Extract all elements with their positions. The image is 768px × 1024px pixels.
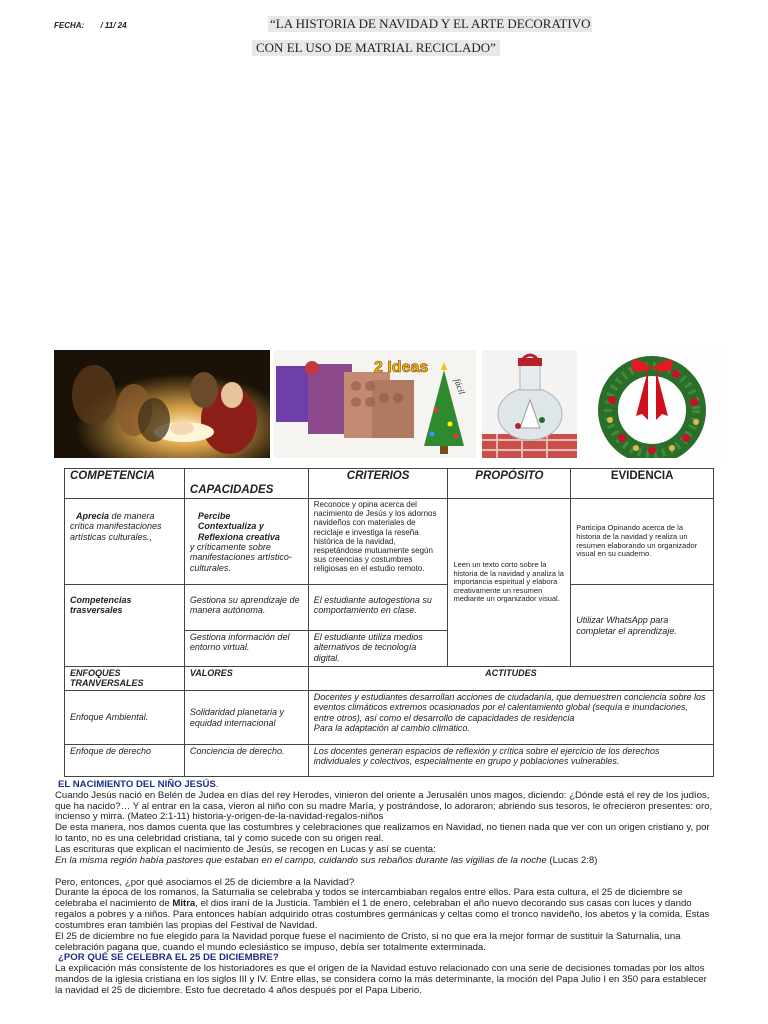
paragraph-1: Cuando Jesús nació en Belén de Judea en días del rey Herodes, vinieron del oriente a Jerusalén unos magos, diciendo: ¿Dónde está el rey de los judíos, que ha nacido?… Y al entrar en la casa, vieron al niño con su madre María, y postrándose, lo adoraron; abriendo sus tesoros, le ofrecieron presentes: oro, incienso y mirra. (Mateo 2:1-11) historia-y-origen-de-la-navidad-regalos-niños xyxy=(55,789,713,823)
header-actitudes: ACTITUDES xyxy=(308,667,713,691)
heading-nacimiento-text: EL NACIMIENTO DEL NIÑO JESÚS xyxy=(58,779,216,790)
header-criterios: CRITERIOS xyxy=(308,469,448,499)
title-line-2: CON EL USO DE MATRIAL RECICLADO” xyxy=(252,40,500,56)
evidencia-whatsapp: Utilizar WhatsApp para completar el aprendizaje. xyxy=(571,585,714,667)
proposito-cell: Leen un texto corto sobre la historia de la navidad y analiza la importancia espiritual y elabora creativamente un resumen mediante un organizador visual. xyxy=(448,499,571,667)
header-proposito: PROPÓSITO xyxy=(448,469,571,499)
crit-autogestiona: El estudiante autogestiona su comportamiento en clase. xyxy=(308,585,448,631)
date-value: / 11/ 24 xyxy=(100,21,127,30)
paragraph-4 xyxy=(55,856,715,867)
paragraph-8: La explicación más consistente de los historiadores es que el origen de la Navidad estuvo relacionado con una serie de decisiones tomadas por los altos mandos de la iglesia cristiana en los siglos III y IV. Entre ellas, se considera como la más determinante, la moción del Papa Julio I en 350 para establecer la navidad el 25 de diciembre. Esto fue decretado 4 años después por el Papa Liberio. xyxy=(55,963,707,996)
paragraph-2: De esta manera, nos damos cuenta que las costumbres y celebraciones que realizamos en Navidad, no tienen nada que ver con un origen cristiano y, por lo tanto, no es una celebridad cristiana, tal y como sucede con su origen real. xyxy=(55,822,710,845)
header-competencia: COMPETENCIA xyxy=(65,469,185,499)
cap-percibe: Percibe xyxy=(197,511,231,521)
nativity-painting-image xyxy=(54,350,270,458)
date-label: FECHA: xyxy=(54,21,85,30)
competencias-trasversales: Competencias trasversales xyxy=(65,585,185,667)
actitud-ambiental-text: Docentes y estudiantes desarrollan acciones de ciudadanía, que demuestren conciencia sobre los eventos climáticos extremos ocasionados por el calentamiento global (sequía e inundaciones, entre otros), así como el desarrollo de capacidades de residencia xyxy=(313,692,706,723)
paragraph-5: Pero, entonces, ¿por qué asociamos el 25 de diciembre a la Navidad? xyxy=(55,876,355,888)
christmas-wreath-image xyxy=(582,350,728,458)
date-field xyxy=(54,21,141,30)
criterio-cell: Reconoce y opina acerca del nacimiento de Jesús y los adornos navideños con materiales de reciclaje e investiga la reseña histórica de la navidad, respetándose mutuamente según sus creencias y costumbres religiosas en el estudio remoto. xyxy=(308,499,448,585)
cap-gestiona-aprendizaje: Gestiona su aprendizaje de manera autónoma. xyxy=(184,585,308,631)
valor-solidaridad: Solidaridad planetaria y equidad internacional xyxy=(184,691,308,745)
cap-rest: y críticamente sobre manifestaciones artístico- culturales. xyxy=(189,542,292,573)
cap-contextualiza: Contextualiza y xyxy=(197,521,264,532)
actitud-ambiental-text-2: Para la adaptación al cambio climático. xyxy=(313,723,470,734)
paragraph-7: El 25 de diciembre no fue elegido para la Navidad porque fuese el nacimiento de Cristo, si no que era la mejor formar de sustituir la Saturnalia, una celebración pagana que, cuando el mundo eclesiástico se impuso, debía ser totalmente exterminada. xyxy=(55,930,681,953)
bottle-snow-globe-image xyxy=(482,350,577,458)
p6-c: , el dios iraní de la Justicia. También el 1 de enero, celebraban el año nuevo decorando sus casas con luces y dando regalos a pobres y a niños. Para entonces habían adquirido otras costumbres germánicas y celtas como el tronco navideño, los abetos y la comida. Estas costumbres eran también las propias del Festival de Navidad. xyxy=(55,898,710,931)
header-evidencia: EVIDENCIA xyxy=(571,469,714,499)
enfoque-ambiental: Enfoque Ambiental. xyxy=(65,691,185,745)
article-body xyxy=(55,780,715,997)
paragraph-3: Las escrituras que explican el nacimiento de Jesús, se recogen en Lucas y así se cuenta: xyxy=(55,843,436,855)
actitud-derecho: Los docentes generan espacios de reflexión y crítica sobre el ejercicio de los derechos individuales y colectivos, especialmente en grupo y poblaciones vulnerables. xyxy=(308,745,713,777)
enfoque-derecho: Enfoque de derecho xyxy=(65,745,185,777)
header-valores: VALORES xyxy=(184,667,308,691)
competency-table xyxy=(64,468,714,777)
valor-conciencia: Conciencia de derecho. xyxy=(184,745,308,777)
comp-rest: de manera crítica manifestaciones artísticas culturales., xyxy=(70,511,162,542)
paragraph-6 xyxy=(55,888,715,931)
p6-a: Durante la época de los romanos, la Saturnalia se celebraba y todos se intercambiaban regalos entre ellos. Para esta cultura, el 25 de diciembre se celebraba el nacimiento de xyxy=(55,887,683,910)
competencia-cell xyxy=(65,499,185,585)
quote-lucas: En la misma región había pastores que estaban en el campo, cuidando sus rebaños durante las vigilias de la noche xyxy=(55,854,547,866)
ideas-text: 2 Ideas xyxy=(374,359,429,376)
comp-bold: Aprecia xyxy=(76,511,110,521)
cap-reflexiona: Reflexiona creativa xyxy=(197,531,280,542)
facil-text: fácil xyxy=(452,377,467,396)
header-enfoques: ENFOQUES TRANVERSALES xyxy=(65,667,185,691)
p6-mitra: Mitra xyxy=(172,898,196,910)
heading-nacimiento: EL NACIMIENTO DEL NIÑO JESÚS. xyxy=(58,779,219,790)
heading-25-diciembre: ¿POR QUÉ SE CELEBRA EL 25 DE DICIEMBRE? xyxy=(58,952,279,964)
evidencia-cell: Participa Opinando acerca de la historia de la navidad y realiza un resumen elaborando un organizador visual en su cuaderno. xyxy=(571,499,714,585)
cap-gestiona-informacion: Gestiona información del entorno virtual. xyxy=(184,631,308,667)
crit-medios: El estudiante utiliza medios alternativos de tecnología digital. xyxy=(308,631,448,667)
title-line-1: “LA HISTORIA DE NAVIDAD Y EL ARTE DECORATIVO xyxy=(270,16,591,31)
actitud-ambiental xyxy=(308,691,713,745)
header-capacidades: CAPACIDADES xyxy=(184,469,308,499)
quote-ref: (Lucas 2:8) xyxy=(546,854,598,866)
capacidades-cell xyxy=(184,499,308,585)
egg-carton-crafts-image xyxy=(274,350,476,458)
